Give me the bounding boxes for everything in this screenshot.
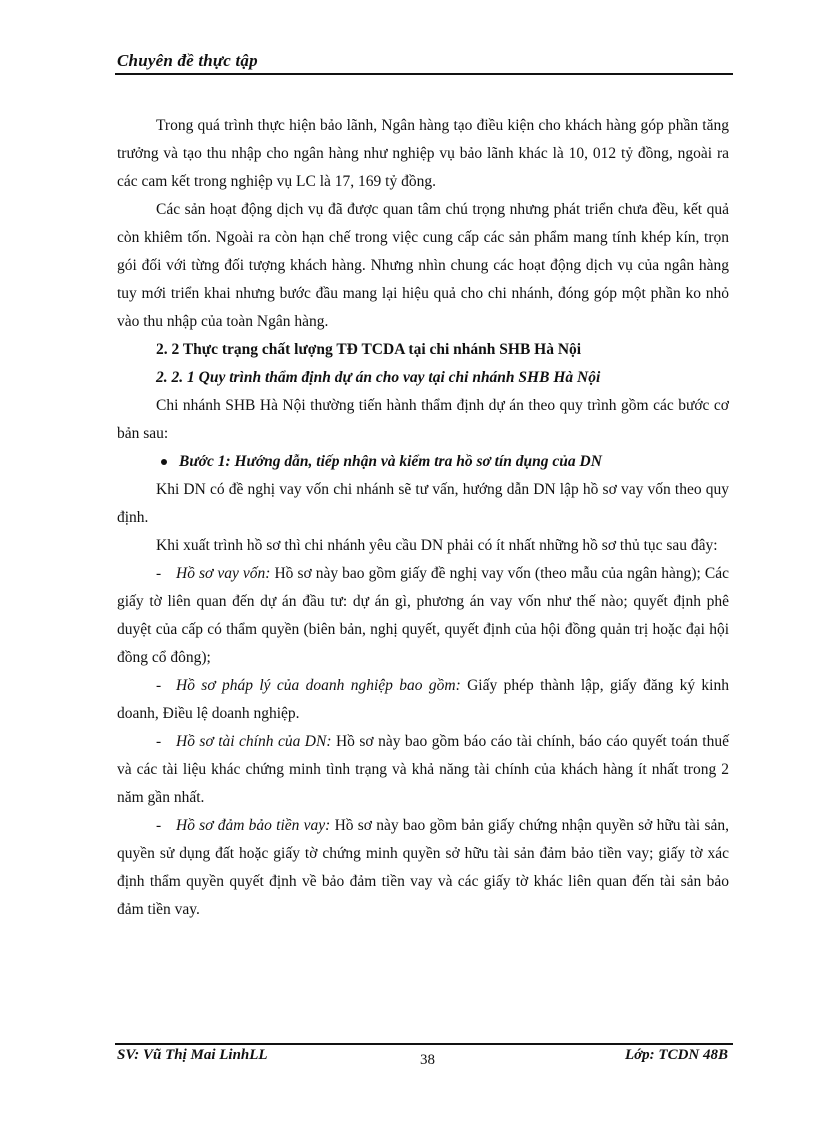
page-number: 38 bbox=[420, 1052, 435, 1068]
bullet-step-1 bbox=[117, 448, 729, 476]
paragraph-process-intro: Chi nhánh SHB Hà Nội thường tiến hành thẩm định dự án theo quy trình gồm các bước cơ bản sau: bbox=[117, 397, 729, 442]
section-heading-2-2-1: 2. 2. 1 Quy trình thẩm định dự án cho vay tại chi nhánh SHB Hà Nội bbox=[156, 369, 601, 386]
page-body bbox=[117, 112, 729, 924]
list-item-text: Hồ sơ này bao gồm bản giấy chứng nhận quyền sở hữu tài sản, quyền sử dụng đất hoặc giấy tờ chứng minh quyền sở hữu tài sản đảm bảo tiền vay; giấy tờ xác định thẩm quyền quyết định về bảo đảm tiền vay và các giấy tờ khác liên quan đến tài sản bảo đảm tiền vay. bbox=[117, 817, 729, 918]
header-divider bbox=[115, 73, 733, 75]
list-item bbox=[117, 728, 729, 812]
bullet-dot-icon bbox=[161, 459, 167, 465]
list-item-term: Hồ sơ pháp lý của doanh nghiệp bao gồm: bbox=[176, 677, 461, 694]
paragraph-loan-request: Khi DN có đề nghị vay vốn chi nhánh sẽ tư vấn, hướng dẫn DN lập hồ sơ vay vốn theo quy định. bbox=[117, 481, 729, 526]
list-item-text: Hồ sơ này bao gồm báo cáo tài chính, báo cáo quyết toán thuế và các tài liệu khác chứng minh tình trạng và khả năng tài chính của khách hàng ít nhất trong 2 năm gần nhất. bbox=[117, 733, 729, 806]
list-item-text: Hồ sơ này bao gồm giấy đề nghị vay vốn (theo mẫu của ngân hàng); Các giấy tờ liên quan đến dự án đầu tư: dự án gì, phương án vay vốn như thế nào; quyết định phê duyệt của cấp có thẩm quyền (biên bản, nghị quyết, quyết định của hội đồng quản trị hoặc đại hội đồng cổ đông); bbox=[117, 565, 729, 666]
list-item-term: Hồ sơ tài chính của DN: bbox=[176, 733, 332, 750]
paragraph-required-docs: Khi xuất trình hồ sơ thì chi nhánh yêu cầu DN phải có ít nhất những hồ sơ thủ tục sau đây: bbox=[156, 537, 718, 554]
list-item bbox=[117, 560, 729, 672]
section-heading-2-2: 2. 2 Thực trạng chất lượng TĐ TCDA tại chi nhánh SHB Hà Nội bbox=[156, 341, 582, 358]
dash-marker: - bbox=[156, 733, 162, 750]
list-item bbox=[117, 672, 729, 728]
list-item-term: Hồ sơ vay vốn: bbox=[176, 565, 271, 582]
footer-student-name: SV: Vũ Thị Mai LinhLL bbox=[117, 1047, 268, 1063]
list-item-term: Hồ sơ đảm bảo tiền vay: bbox=[176, 817, 331, 834]
dash-marker: - bbox=[156, 565, 162, 582]
header-title: Chuyên đề thực tập bbox=[117, 51, 258, 70]
footer-divider bbox=[115, 1043, 733, 1045]
dash-marker: - bbox=[156, 817, 162, 834]
list-item-text: Giấy phép thành lập, giấy đăng ký kinh doanh, Điều lệ doanh nghiệp. bbox=[117, 677, 729, 722]
list-item bbox=[117, 812, 729, 924]
paragraph-services: Các sản hoạt động dịch vụ đã được quan tâm chú trọng nhưng phát triển chưa đều, kết quả còn khiêm tốn. Ngoài ra còn hạn chế trong việc cung cấp các sản phẩm mang tính khép kín, trọn gói đối với từng đối tượng khách hàng. Nhưng nhìn chung các hoạt động dịch vụ của ngân hàng tuy mới triển khai nhưng bước đầu mang lại hiệu quả cho chi nhánh, đóng góp một phần ko nhỏ vào thu nhập của toàn Ngân hàng. bbox=[117, 201, 729, 330]
dash-marker: - bbox=[156, 677, 162, 694]
bullet-step-1-text: Bước 1: Hướng dẫn, tiếp nhận và kiểm tra hồ sơ tín dụng của DN bbox=[179, 453, 602, 470]
paragraph-guarantee: Trong quá trình thực hiện bảo lãnh, Ngân hàng tạo điều kiện cho khách hàng góp phần tăng trưởng và tạo thu nhập cho ngân hàng như nghiệp vụ bảo lãnh khác là 10, 012 tỷ đồng, ngoài ra các cam kết trong nghiệp vụ LC là 17, 169 tỷ đồng. bbox=[117, 117, 729, 190]
footer-class: Lớp: TCDN 48B bbox=[624, 1047, 728, 1063]
